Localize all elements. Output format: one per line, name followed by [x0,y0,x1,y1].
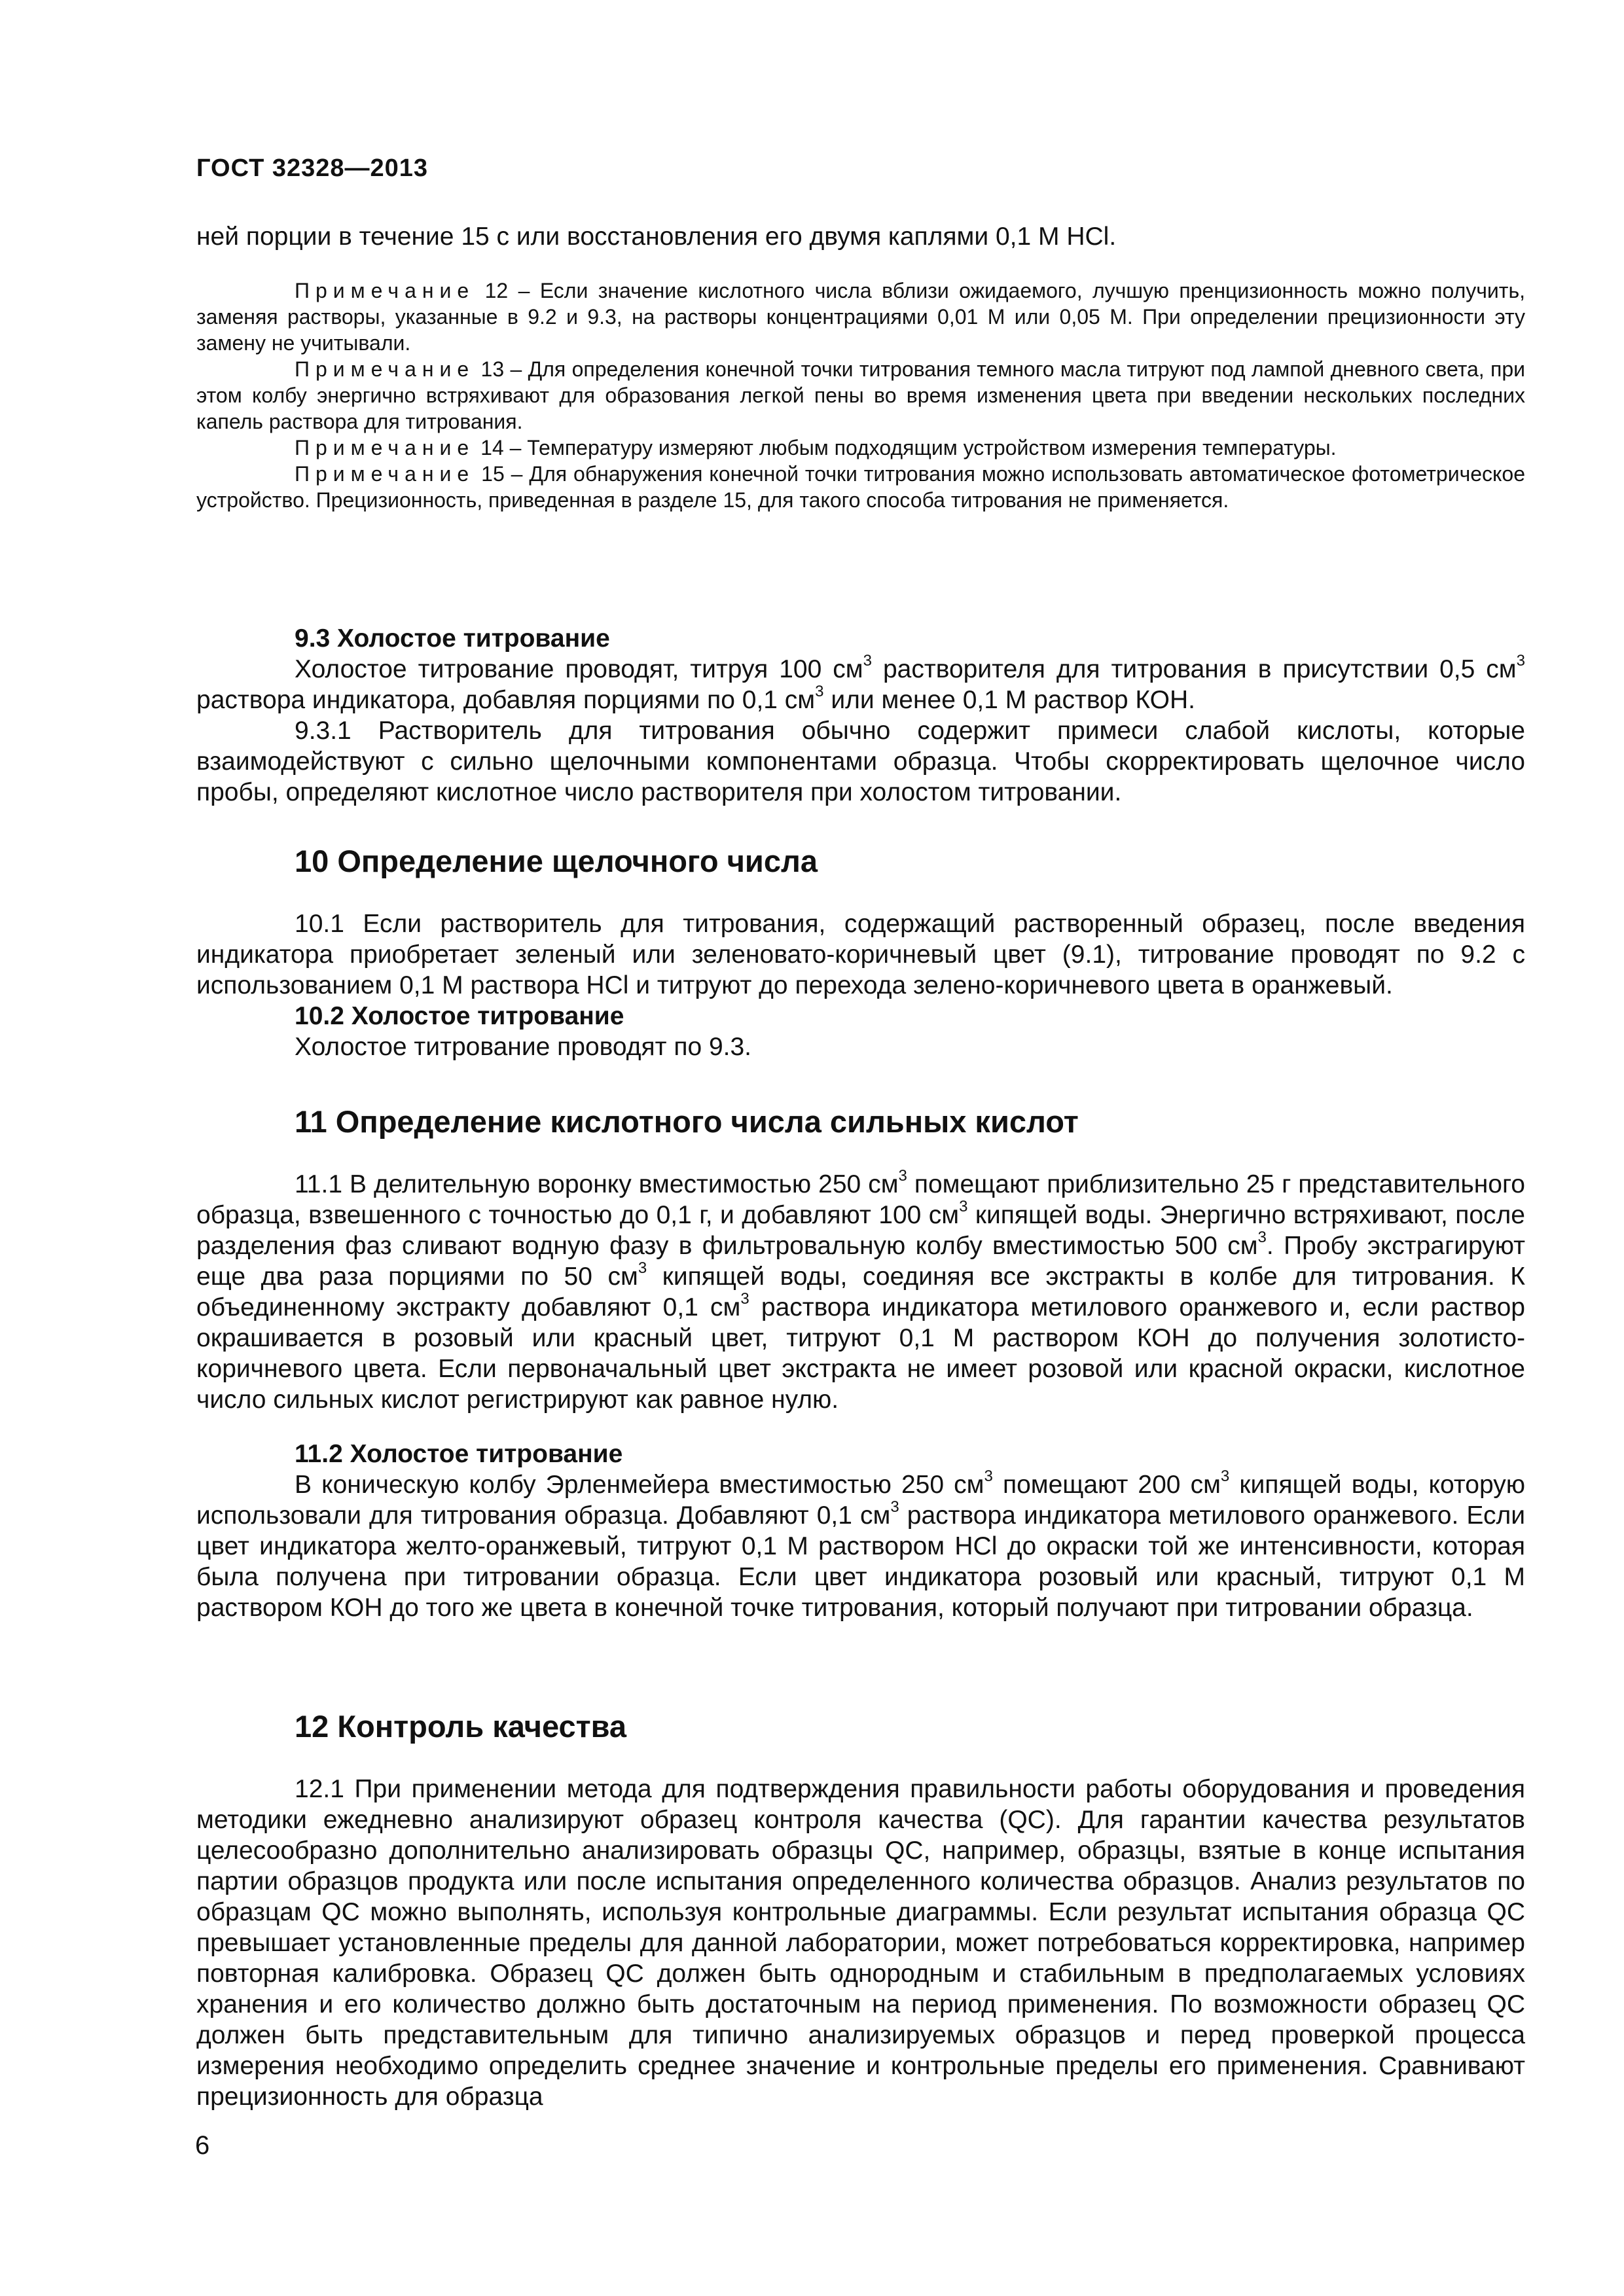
note-label: Примечание [295,279,475,302]
subsection-title: 10.2 Холостое титрование [295,1002,624,1030]
section-title: 9.3 Холостое титрование [295,624,610,653]
section-9-3 [196,623,1525,808]
subsection-title: 11.2 Холостое титрование [295,1440,623,1468]
note-13 [196,356,1525,435]
section-heading: 11 Определение кислотного числа сильных кислот [295,1104,1079,1139]
note-text: 12 – Если значение кислотного числа вблизи ожидаемого, лучшую пренцизионность можно получить, заменяя растворы, указанные в 9.2 и 9.3, на растворы концентрациями 0,01 М или 0,05 М. При определении прецизионности эту замену не учитывали. [196,279,1525,355]
section-heading: 10 Определение щелочного числа [295,844,818,878]
paragraph: Холостое титрование проводят по 9.3. [295,1033,752,1061]
paragraph: 12.1 При применении метода для подтверждения правильности работы оборудования и проведения методики ежедневно анализируют образец контроля качества (QC). Для гарантии качества результатов целесообразно дополнительно анализировать образцы QC, например, образцы, взятые в конце испытания партии образцов продукта или после испытания определенного количества образцов. Анализ результатов по образцам QC можно выполнять, используя контрольные диаграммы. Если результат испытания образца QC превышает установленные пределы для данной лаборатории, может потребоваться корректировка, например повторная калибровка. Образец QC должен быть однородным и стабильным в предполагаемых условиях хранения и его количество должно быть достаточным на период применения. По возможности образец QC должен быть представительным для типично анализируемых образцов и перед проверкой процесса измерения необходимо определить среднее значение и контрольные пределы его применения. Сравнивают прецизионность для образца [196,1775,1525,2111]
note-text: 13 – Для определения конечной точки титрования темного масла титруют под лампой дневного света, при этом колбу энергично встряхивают для образования легкой пены во время изменения цвета при введении нескольких последних капель раствора для титрования. [196,357,1525,433]
paragraph: Холостое титрование проводят, титруя 100 $см^3$ растворителя для титрования в присутствии 0,5 $см^3$ раствора индикатора, добавляя порциями по 0,1 $см^3$ или менее 0,1 М раствор КОН. [196,652,1525,714]
note-15 [196,461,1525,513]
paragraph: В коническую колбу Эрленмейера вместимостью 250 $см^3$ помещают 200 $см^3$ кипящей воды, которую использовали для титрования образца. Добавляют 0,1 $см^3$ раствора индикатора метилового оранжевого. Если цвет индикатора желто-оранжевый, титруют 0,1 М раствором HCl до окраски той же интенсивности, которая была получена при титровании образца. Если цвет индикатора розовый или красный, титруют 0,1 М раствором КОН до того же цвета в конечной точке титрования, который получают при титровании образца. [196,1467,1526,1622]
note-label: Примечание [295,462,475,486]
section-10 [196,843,1525,1062]
note-label: Примечание [295,436,475,459]
note-12 [196,278,1525,356]
paragraph: 10.1 Если растворитель для титрования, содержащий растворенный образец, после введения индикатора приобретает зеленый или зеленовато-коричневый цвет (9.1), титрование проводят по 9.2 с использованием 0,1 М раствора HCl и титруют до перехода зелено-коричневого цвета в оранжевый. [196,910,1525,999]
note-text: 14 – Температуру измеряют любым подходящим устройством измерения температуры. [475,436,1337,459]
continuation-text: ней порции в течение 15 с или восстановления его двумя каплями 0,1 М HCl. [196,223,1117,251]
page-number: 6 [195,2131,210,2160]
note-text: 15 – Для обнаружения конечной точки титрования можно использовать автоматическое фотометрическое устройство. Прецизионность, приведенная в разделе 15, для такого способа титрования не применяется. [196,462,1525,512]
paragraph: 9.3.1 Растворитель для титрования обычно содержит примеси слабой кислоты, которые взаимодействуют с сильно щелочными компонентами образца. Чтобы скорректировать щелочное число пробы, определяют кислотное число растворителя при холостом титровании. [196,717,1525,806]
section-12 [196,1708,1525,2112]
section-heading: 12 Контроль качества [295,1709,627,1744]
paragraph: 11.1 В делительную воронку вместимостью 250 $см^3$ помещают приблизительно 25 г представительного образца, взвешенного с точностью до 0,1 г, и добавляют 100 $см^3$ кипящей воды. Энергично встряхивают, после разделения фаз сливают водную фазу в фильтровальную колбу вместимостью 500 $см^3$. Пробу экстрагируют еще два раза порциями по 50 $см^3$ кипящей воды, соединяя все экстракты в колбе для титрования. К объединенному экстракту добавляют 0,1 $см^3$ раствора индикатора метилового оранжевого и, если раствор окрашивается в розовый или красный цвет, титруют 0,1 М раствором КОН до получения золотисто-коричневого цвета. Если первоначальный цвет экстракта не имеет розовой или красной окраски, кислотное число сильных кислот регистрируют как равное нулю. [196,1167,1526,1414]
section-11 [196,1103,1525,1623]
note-14 [196,435,1525,461]
notes-block [196,278,1525,513]
note-label: Примечание [295,357,475,381]
document-header: ГОСТ 32328—2013 [196,154,429,182]
